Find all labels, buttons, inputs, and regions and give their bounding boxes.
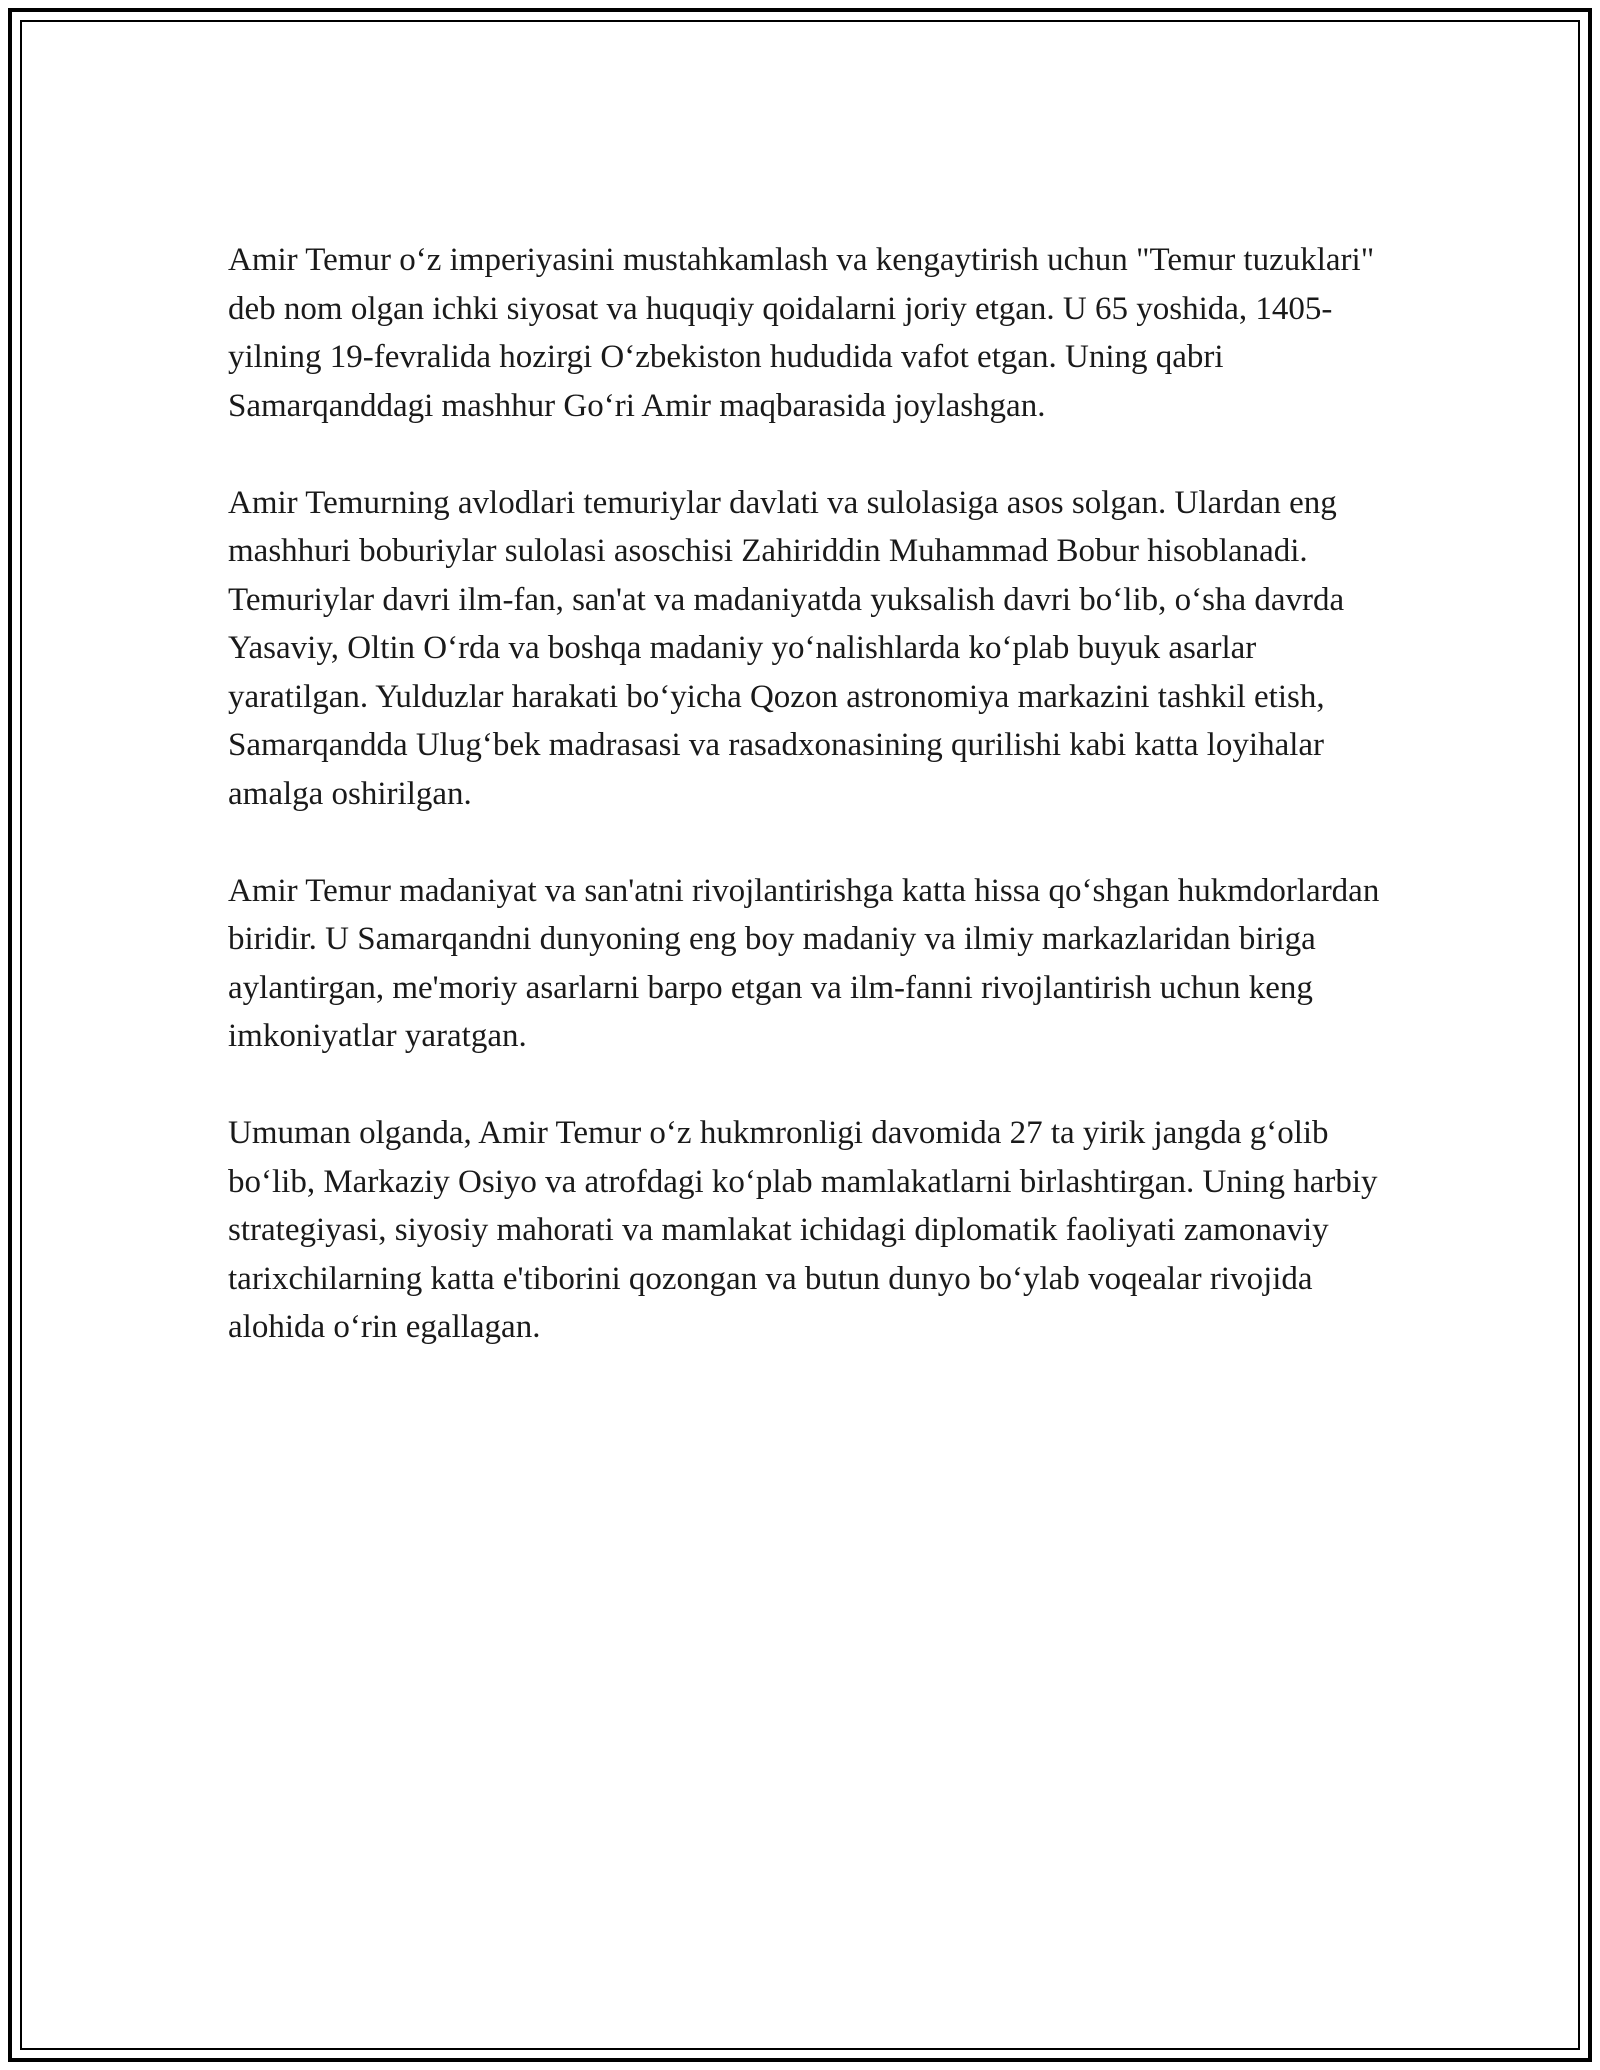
paragraph-3: Amir Temur madaniyat va san'atni rivojlantirishga katta hissa qo‘shgan hukmdorlardan biridir. U Samarqandni dunyoning eng boy madaniy va ilmiy markazlaridan biriga aylantirgan, me'moriy asarlarni barpo etgan va ilm-fanni rivojlantirish uchun keng imkoniyatlar yaratgan.: [228, 872, 1380, 1054]
document-body: [228, 236, 1388, 1400]
paragraph-4: Umuman olganda, Amir Temur o‘z hukmronligi davomida 27 ta yirik jangda g‘olib bo‘lib, Markaziy Osiyo va atrofdagi ko‘plab mamlakatlarni birlashtirgan. Uning harbiy strategiyasi, siyosiy mahorati va mamlakat ichidagi diplomatik faoliyati zamonaviy tarixchilarning katta e'tiborini qozongan va butun dunyo bo‘ylab voqealar rivojida alohida o‘rin egallagan.: [228, 1115, 1378, 1345]
paragraph-1: Amir Temur o‘z imperiyasini mustahkamlash va kengaytirish uchun "Temur tuzuklari" deb nom olgan ichki siyosat va huquqiy qoidalarni joriy etgan. U 65 yoshida, 1405-yilning 19-fevralida hozirgi O‘zbekiston hududida vafot etgan. Uning qabri Samarqanddagi mashhur Go‘ri Amir maqbarasida joylashgan.: [228, 242, 1375, 424]
paragraph-2: Amir Temurning avlodlari temuriylar davlati va sulolasiga asos solgan. Ulardan eng mashhuri boburiylar sulolasi asoschisi Zahiriddin Muhammad Bobur hisoblanadi. Temuriylar davri ilm-fan, san'at va madaniyatda yuksalish davri bo‘lib, o‘sha davrda Yasaviy, Oltin O‘rda va boshqa madaniy yo‘nalishlarda ko‘plab buyuk asarlar yaratilgan. Yulduzlar harakati bo‘yicha Qozon astronomiya markazini tashkil etish, Samarqandda Ulug‘bek madrasasi va rasadxonasining qurilishi kabi katta loyihalar amalga oshirilgan.: [228, 484, 1345, 812]
